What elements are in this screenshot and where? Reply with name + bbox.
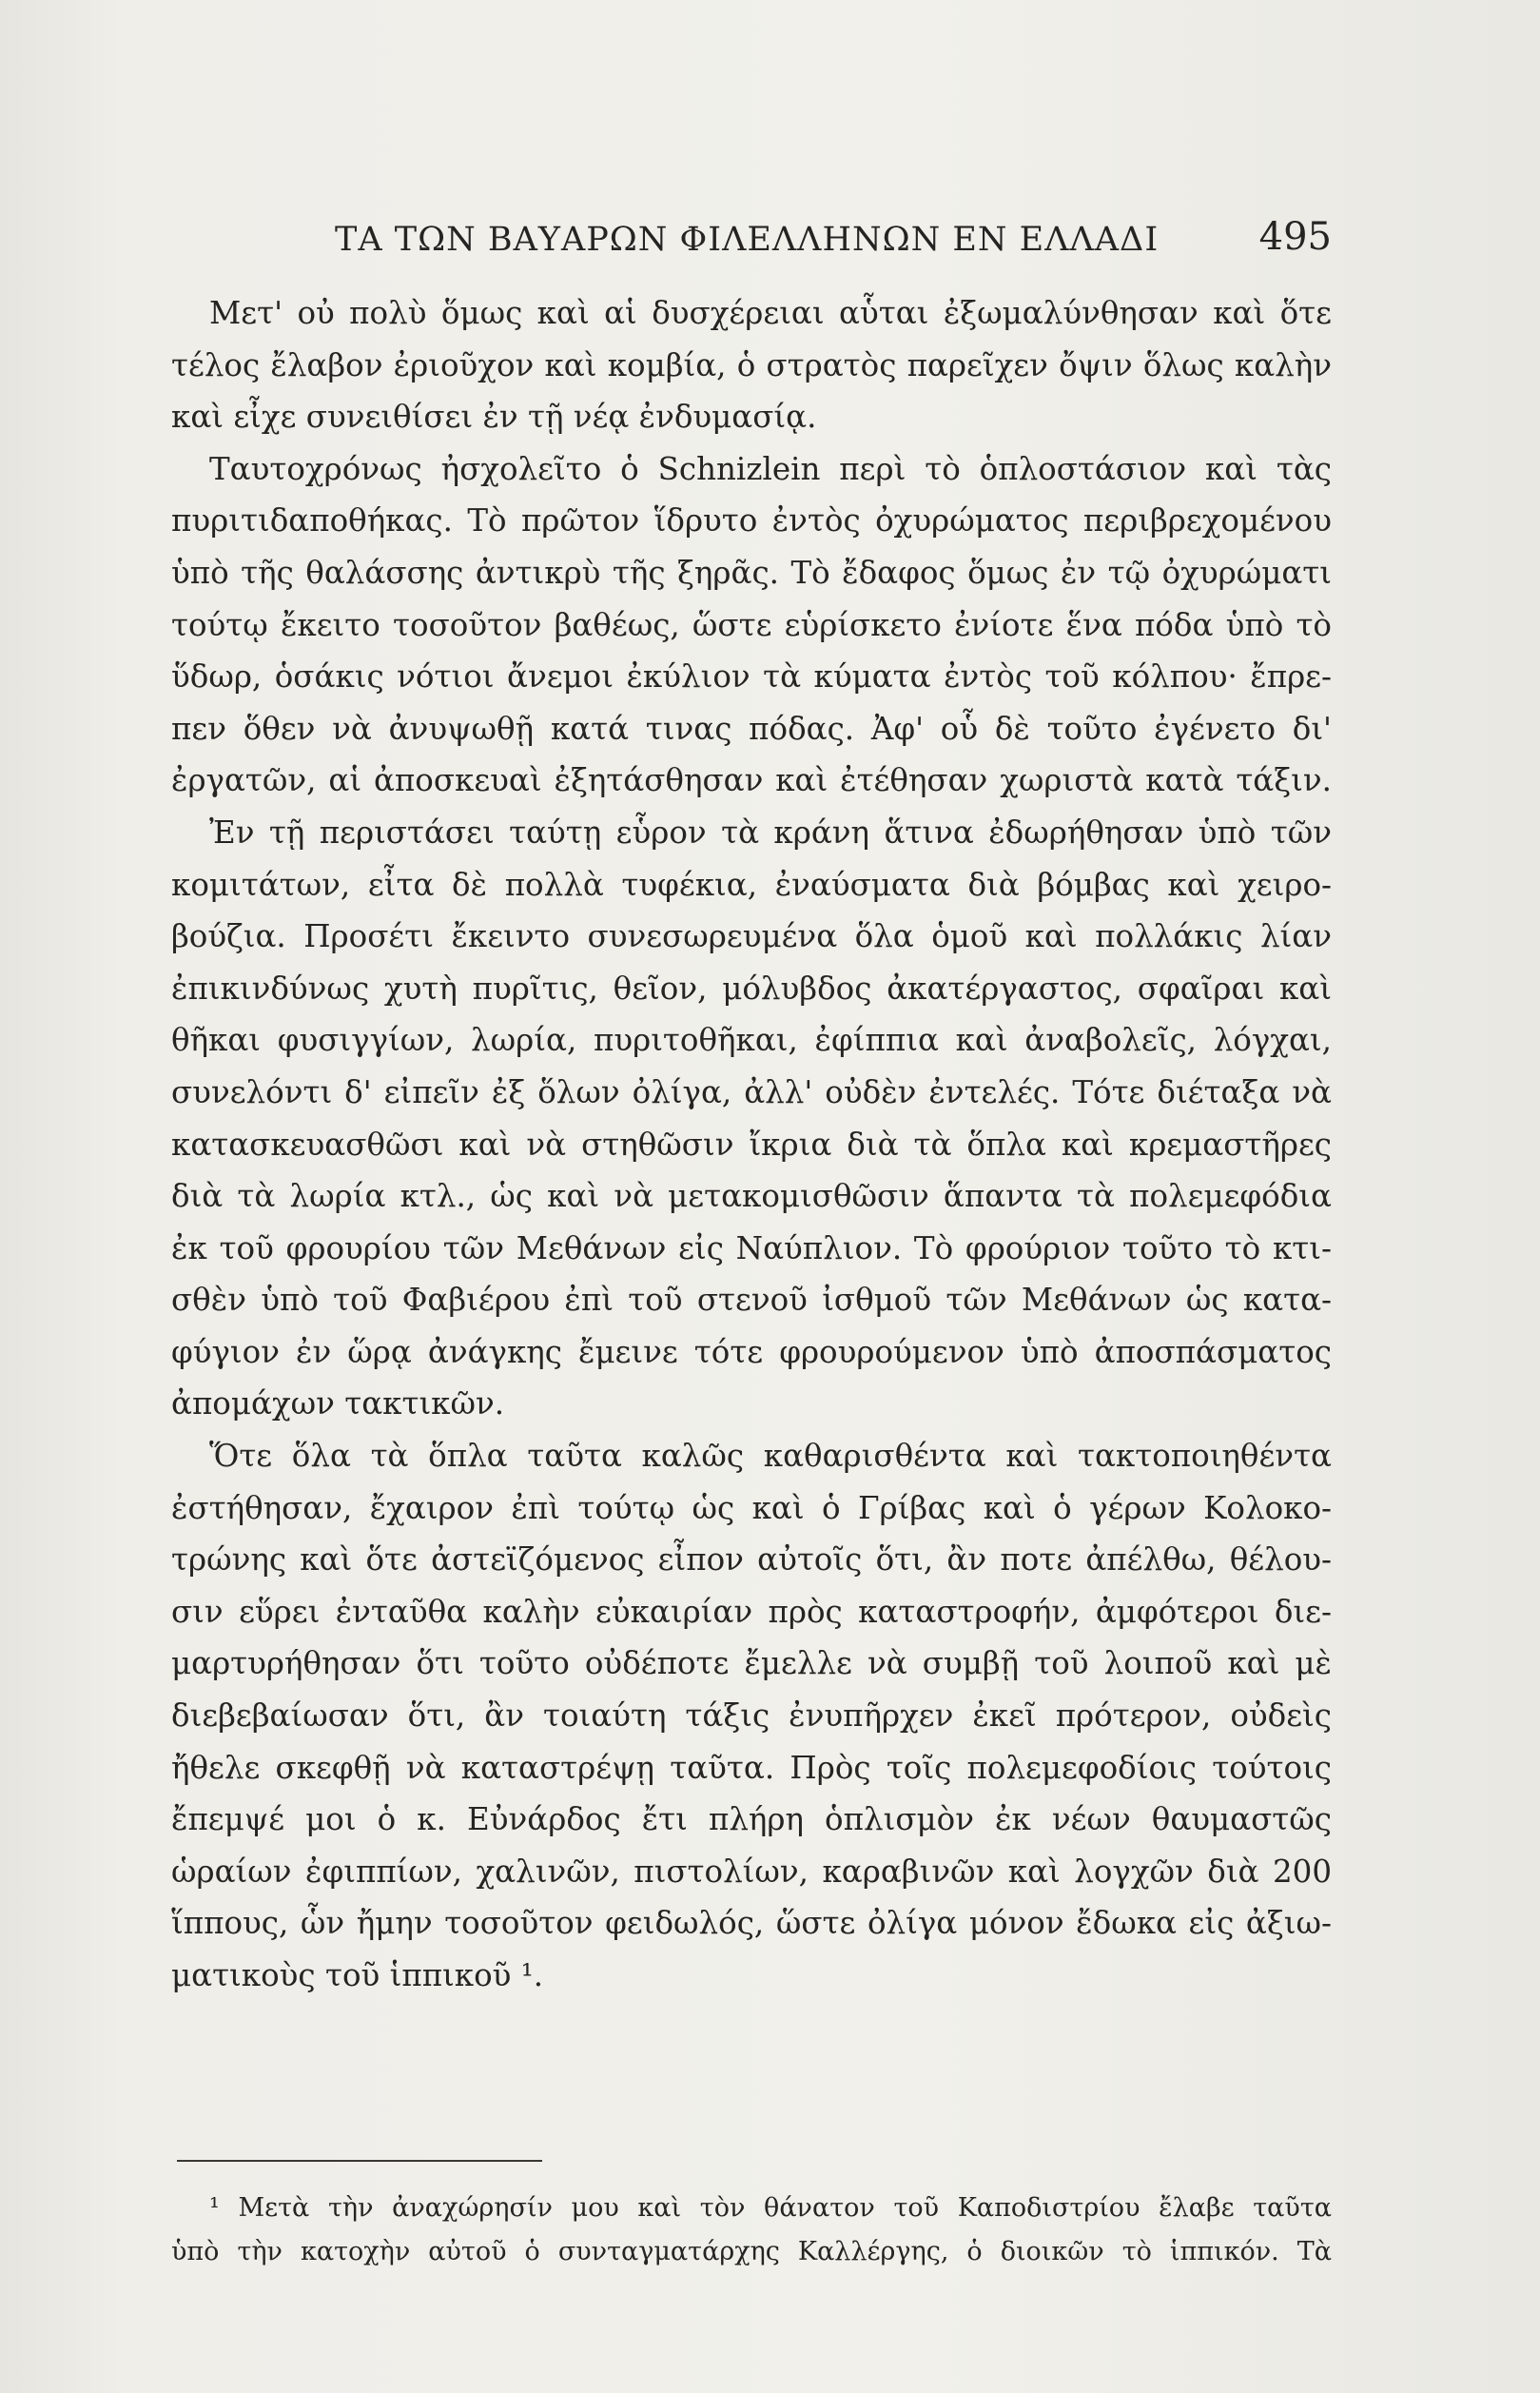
text-line: σιν εὕρει ἐνταῦθα καλὴν εὐκαιρίαν πρὸς καταστροφήν, ἀμφότεροι διε- (171, 1593, 1332, 1630)
text-line: ματικοὺς τοῦ ἱππικοῦ ¹. (171, 1957, 544, 1993)
text-line: κομιτάτων, εἶτα δὲ πολλὰ τυφέκια, ἐναύσματα διὰ βόμβας καὶ χειρο- (171, 866, 1332, 903)
text-line: ὑπὸ τῆς θαλάσσης ἀντικρὺ τῆς ξηρᾶς. Τὸ ἔδαφος ὅμως ἐν τῷ ὀχυρώματι (171, 554, 1332, 591)
text-line: πυριτιδαποθήκας. Τὸ πρῶτον ἵδρυτο ἐντὸς ὀχυρώματος περιβρεχομένου (171, 502, 1332, 539)
text-line: πεν ὅθεν νὰ ἀνυψωθῇ κατά τινας πόδας. Ἀφ' οὗ δὲ τοῦτο ἐγένετο δι' (171, 710, 1332, 747)
text-line: ὡραίων ἐφιππίων, χαλινῶν, πιστολίων, καραβινῶν καὶ λογχῶν διὰ 200 (171, 1853, 1332, 1890)
text-line: Ταυτοχρόνως ἠσχολεῖτο ὁ Schnizlein περὶ τὸ ὁπλοστάσιον καὶ τὰς (209, 450, 1332, 487)
footnotes (171, 2187, 1332, 2274)
text-line: ἐπικινδύνως χυτὴ πυρῖτις, θεῖον, μόλυβδος ἀκατέργαστος, σφαῖραι καὶ (171, 970, 1332, 1007)
text-line: καὶ εἶχε συνειθίσει ἐν τῇ νέᾳ ἐνδυμασίᾳ. (171, 399, 817, 436)
text-line: κατασκευασθῶσι καὶ νὰ στηθῶσιν ἴκρια διὰ τὰ ὅπλα καὶ κρεμαστῆρες (171, 1126, 1332, 1163)
text-line: ἐργατῶν, αἱ ἀποσκευαὶ ἐξητάσθησαν καὶ ἐτέθησαν χωριστὰ κατὰ τάξιν. (171, 762, 1332, 799)
text-line: ἐστήθησαν, ἔχαιρον ἐπὶ τούτῳ ὡς καὶ ὁ Γρίβας καὶ ὁ γέρων Κολοκο- (171, 1489, 1332, 1526)
text-line: ἐκ τοῦ φρουρίου τῶν Μεθάνων εἰς Ναύπλιον. Τὸ φρούριον τοῦτο τὸ κτι- (171, 1229, 1332, 1266)
text-line: θῆκαι φυσιγγίων, λωρία, πυριτοθῆκαι, ἐφίππια καὶ ἀναβολεῖς, λόγχαι, (171, 1022, 1332, 1059)
text-line: ἀπομάχων τακτικῶν. (171, 1385, 505, 1422)
text-line: φύγιον ἐν ὥρᾳ ἀνάγκης ἔμεινε τότε φρουρούμενον ὑπὸ ἀποσπάσματος (171, 1333, 1332, 1370)
text-line: Ὅτε ὅλα τὰ ὅπλα ταῦτα καλῶς καθαρισθέντα καὶ τακτοποιηθέντα (209, 1438, 1332, 1475)
text-line: διεβεβαίωσαν ὅτι, ἂν τοιαύτη τάξις ἐνυπῆρχεν ἐκεῖ πρότερον, οὐδεὶς (171, 1697, 1332, 1735)
text-line: Ἐν τῇ περιστάσει ταύτῃ εὗρον τὰ κράνη ἅτινα ἐδωρήθησαν ὑπὸ τῶν (209, 814, 1332, 851)
footnote-divider (177, 2160, 542, 2162)
text-line: τέλος ἔλαβον ἐριοῦχον καὶ κομβία, ὁ στρατὸς παρεῖχεν ὄψιν ὅλως καλὴν (171, 346, 1332, 383)
page-header (335, 215, 1332, 278)
running-title: ΤΑ ΤΩΝ ΒΑΥΑΡΩΝ ΦΙΛΕΛΛΗΝΩΝ ΕΝ ΕΛΛΑΔΙ (335, 221, 1160, 259)
body-text (171, 287, 1332, 2002)
page-number: 495 (1258, 215, 1332, 259)
text-line: τούτῳ ἔκειτο τοσοῦτον βαθέως, ὥστε εὑρίσκετο ἐνίοτε ἕνα πόδα ὑπὸ τὸ (171, 606, 1332, 643)
text-line: ἵππους, ὧν ἤμην τοσοῦτον φειδωλός, ὥστε ὀλίγα μόνον ἔδωκα εἰς ἀξιω- (171, 1905, 1332, 1942)
text-line: σθὲν ὑπὸ τοῦ Φαβιέρου ἐπὶ τοῦ στενοῦ ἰσθμοῦ τῶν Μεθάνων ὡς κατα- (171, 1282, 1332, 1319)
text-line: συνελόντι δ' εἰπεῖν ἐξ ὅλων ὀλίγα, ἀλλ' οὐδὲν ἐντελές. Τότε διέταξα νὰ (171, 1073, 1332, 1110)
text-line: διὰ τὰ λωρία κτλ., ὡς καὶ νὰ μετακομισθῶσιν ἅπαντα τὰ πολεμεφόδια (171, 1178, 1332, 1215)
text-line: μαρτυρήθησαν ὅτι τοῦτο οὐδέποτε ἔμελλε νὰ συμβῇ τοῦ λοιποῦ καὶ μὲ (171, 1645, 1332, 1682)
text-line: βούζια. Προσέτι ἔκειντο συνεσωρευμένα ὅλα ὁμοῦ καὶ πολλάκις λίαν (171, 918, 1332, 955)
text-line: ἤθελε σκεφθῇ νὰ καταστρέψῃ ταῦτα. Πρὸς τοῖς πολεμεφοδίοις τούτοις (171, 1749, 1332, 1786)
text-line: ἔπεμψέ μοι ὁ κ. Εὐνάρδος ἔτι πλήρη ὁπλισμὸν ἐκ νέων θαυμαστῶς (171, 1801, 1332, 1838)
text-line: ὕδωρ, ὁσάκις νότιοι ἄνεμοι ἐκύλιον τὰ κύματα ἐντὸς τοῦ κόλπου· ἔπρε- (171, 658, 1332, 696)
footnote-line: ὑπὸ τὴν κατοχὴν αὐτοῦ ὁ συνταγματάρχης Καλλέργης, ὁ διοικῶν τὸ ἱππικόν. Τὰ (171, 2237, 1332, 2266)
text-line: Μετ' οὐ πολὺ ὅμως καὶ αἱ δυσχέρειαι αὗται ἐξωμαλύνθησαν καὶ ὅτε (209, 295, 1332, 331)
footnote-line: ¹ Μετὰ τὴν ἀναχώρησίν μου καὶ τὸν θάνατον τοῦ Καποδιστρίου ἔλαβε ταῦτα (209, 2193, 1332, 2223)
text-line: τρώνης καὶ ὅτε ἀστεϊζόμενος εἶπον αὐτοῖς ὅτι, ἂν ποτε ἀπέλθω, θέλου- (171, 1541, 1332, 1579)
